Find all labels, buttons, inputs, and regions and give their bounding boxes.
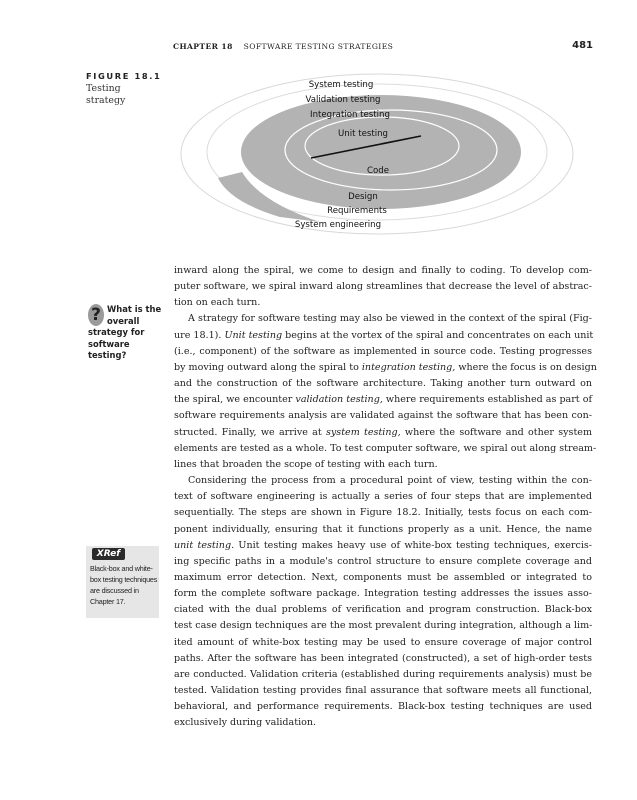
- xref-line: Black-box and white-: [90, 564, 153, 573]
- caption-line: Testing: [86, 83, 121, 94]
- caption-line: strategy: [86, 95, 126, 106]
- text-line: maximum error detection. Next, components must be assembled or integrated to: [174, 571, 592, 583]
- figure-caption: [86, 71, 166, 107]
- text-line: unit testing. Unit testing makes heavy use of white-box testing techniques, exercis-: [174, 539, 593, 551]
- text-line: tion on each turn.: [174, 297, 261, 309]
- figure-caption-text: [86, 83, 166, 107]
- paragraph-3: [174, 473, 592, 732]
- margin-note-line: overall: [107, 315, 140, 326]
- text-line: ure 18.1). Unit testing begins at the vortex of the spiral and concentrates on each unit: [174, 329, 594, 341]
- text-line: are conducted. Validation criteria (established during requirements analysis) must be: [174, 668, 592, 680]
- text-line: text of software engineering is actually a series of four steps that are implemented: [174, 491, 592, 503]
- text-line: and the construction of the software architecture. Taking another turn outward on: [174, 378, 592, 390]
- text-line: tested. Validation testing provides final assurance that software meets all functional,: [174, 685, 592, 697]
- label-system-engineering: System engineering: [294, 220, 382, 230]
- spiral-svg: [170, 72, 590, 237]
- term-system-testing: system testing,: [326, 426, 401, 438]
- text-line: Considering the process from a procedural point of view, testing within the con-: [188, 475, 592, 487]
- term-unit-testing: unit testing: [174, 539, 232, 551]
- text-line: structed. Finally, we arrive at system testing, where the software and other system: [174, 426, 592, 438]
- text-line: paths. After the software has been integrated (constructed), a set of high-order tests: [174, 652, 592, 664]
- label-design: Design: [348, 192, 378, 202]
- label-code: Code: [366, 166, 390, 176]
- term-validation-testing: validation testing,: [295, 394, 383, 406]
- paragraph-1: [174, 263, 592, 311]
- text-line: test case design techniques are the most prevalent during integration, although a lim-: [174, 620, 593, 632]
- label-validation-testing: Validation testing: [305, 95, 381, 105]
- figure-label: FIGURE 18.1: [86, 71, 162, 81]
- label-requirements: Requirements: [327, 206, 387, 216]
- margin-note-line: software testing?: [88, 338, 130, 361]
- text-line: puter software, we spiral inward along streamlines that decrease the level of abstrac-: [174, 281, 592, 293]
- text-line: behavioral, and performance requirements. Black-box testing techniques are used: [174, 701, 592, 713]
- text-line: ited amount of white-box testing may be used to ensure coverage of major control: [174, 636, 592, 648]
- label-system-testing: System testing: [308, 80, 374, 90]
- text-line: inward along the spiral, we come to design and finally to coding. To develop com-: [174, 265, 592, 276]
- text-line: ing specific paths in a module's control structure to ensure complete coverage and: [174, 555, 592, 567]
- chapter-label: CHAPTER 18: [173, 42, 233, 51]
- term-integration-testing: integration testing,: [361, 361, 456, 373]
- question-mark-icon: ?: [88, 304, 104, 326]
- xref-text: [90, 563, 158, 607]
- running-header: [173, 42, 593, 56]
- body-text: [174, 263, 597, 732]
- xref-badge: XRef: [92, 548, 125, 560]
- label-integration-testing: Integration testing: [310, 110, 390, 120]
- text-line: elements are tested as a whole. To test computer software, we spiral out along stream-: [174, 442, 597, 454]
- text-line: software requirements analysis are validated against the software that has been con-: [174, 410, 592, 422]
- text-line: sequentially. The steps are shown in Figure 18.2. Initially, tests focus on each com-: [174, 507, 592, 519]
- margin-note-line: strategy for: [88, 327, 145, 338]
- testing-strategy-spiral-diagram: [170, 72, 590, 237]
- text-line: ponent individually, ensuring that it functions properly as a unit. Hence, the name: [174, 523, 592, 535]
- term-unit-testing: Unit testing: [224, 329, 283, 341]
- text-line: (i.e., component) of the software as implemented in source code. Testing progresses: [174, 345, 592, 357]
- text-line: ciated with the dual problems of verification and program construction. Black-box: [174, 604, 592, 616]
- xref-box: [86, 546, 159, 618]
- text-line: by moving outward along the spiral to integration testing, where the focus is on design: [174, 361, 597, 373]
- margin-question-note: [88, 304, 168, 362]
- text-line: lines that broaden the scope of testing with each turn.: [174, 458, 438, 470]
- text-line: A strategy for software testing may also be viewed in the context of the spiral (Fig-: [188, 313, 592, 325]
- paragraph-2: [174, 311, 597, 473]
- xref-line: box testing techniques: [90, 575, 158, 584]
- page-number: 481: [572, 40, 593, 51]
- text-line: exclusively during validation.: [174, 717, 317, 729]
- xref-line: Chapter 17.: [90, 597, 126, 606]
- text-line: the spiral, we encounter validation testing, where requirements established as part of: [174, 394, 593, 406]
- chapter-title: SOFTWARE TESTING STRATEGIES: [243, 42, 394, 51]
- margin-note-line: What is the: [107, 304, 162, 314]
- label-unit-testing: Unit testing: [337, 129, 389, 139]
- text-line: form the complete software package. Integration testing addresses the issues asso-: [174, 588, 592, 600]
- xref-line: are discussed in: [90, 586, 139, 595]
